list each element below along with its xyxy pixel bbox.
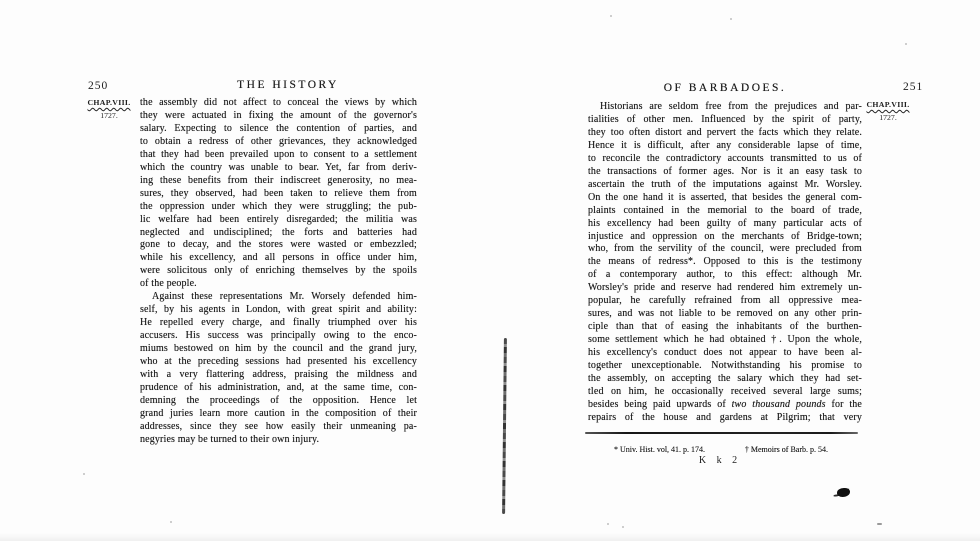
scan-speck xyxy=(622,526,624,528)
text-line: the assembly did not affect to conceal the views by which xyxy=(140,97,417,108)
text-line: with a very flattering address, praising the mildness and xyxy=(140,369,417,381)
text-line: grand juries learn more caution in the composition of their xyxy=(140,407,417,419)
footnotes xyxy=(614,445,828,454)
text-line: Historians are seldom free from the prejudices and par- xyxy=(600,101,862,112)
scan-speck xyxy=(877,523,882,525)
text-line: He repelled every charge, and finally triumphed over his xyxy=(140,317,417,329)
text-line: neglected and undisciplined; the forts and batteries had xyxy=(140,226,417,238)
text-line: were solicitous only of enriching themselves by the spoils xyxy=(140,265,417,277)
text-line: miums bestowed on him by the council and the grand jury, xyxy=(140,343,417,355)
scan-speck xyxy=(905,43,907,45)
text-line: the transactions of former ages. Nor is it an easy task to xyxy=(588,165,862,177)
text-line: which the country was unable to bear. Yet, far from deriv- xyxy=(140,161,417,173)
signature-mark: K k 2 xyxy=(698,455,742,466)
scan-speck xyxy=(83,473,85,475)
right-year-label: 1727. xyxy=(879,113,897,122)
text-line: tialities of other men. Influenced by the spirit of party, xyxy=(588,113,862,125)
text-line: of the people. xyxy=(140,278,197,290)
gutter-shadow xyxy=(502,338,507,514)
text-line: repairs of the house and gardens at Pilgrim; that very xyxy=(588,411,862,423)
scan-speck xyxy=(170,521,172,523)
right-page-number: 251 xyxy=(903,81,924,93)
text-line: to obtain a redress of other grievances, they acknowledged xyxy=(140,135,417,147)
text-line: addresses, since they see how easily their unmeaning pa- xyxy=(140,420,417,432)
text-line: gone to decay, and the stores were wasted or embezzled; xyxy=(140,239,417,251)
right-page-text xyxy=(588,101,862,425)
text-line: ing these benefits from their indiscreet generosity, no mea- xyxy=(140,174,417,186)
text-line: ascertain the truth of the imputations against Mr. Worsley. xyxy=(588,178,862,190)
text-line: tled on him, he occasionally received several large sums; xyxy=(588,385,862,397)
text-line: besides being paid upwards of two thousand pounds for the xyxy=(588,398,862,410)
text-line: they too often distort and pervert the facts which they relate. xyxy=(588,126,862,138)
footnote-rule xyxy=(585,432,858,434)
text-line: some settlement which he had obtained †. Upon the whole, xyxy=(588,334,862,346)
left-running-head: THE HISTORY xyxy=(237,79,339,91)
right-margin-note xyxy=(862,100,914,122)
footnote-asterisk: * Univ. Hist. vol, 41. p. 174. xyxy=(614,445,706,454)
text-line: plaints contained in the memorial to the board of trade, xyxy=(588,204,862,216)
left-year-label: 1727. xyxy=(100,111,118,120)
left-page-text xyxy=(140,97,417,447)
text-line: lic welfare had been entirely disregarded; the militia was xyxy=(140,213,417,225)
text-line: Hence it is difficult, after any considerable lapse of time, xyxy=(588,139,862,151)
right-chapter-label: CHAP.VIII. xyxy=(866,100,910,109)
text-line: demning the proceedings of the opposition. Hence let xyxy=(140,394,417,406)
text-line: to reconcile the contradictory accounts transmitted to us of xyxy=(588,152,862,164)
left-chapter-label: CHAP.VIII. xyxy=(87,98,131,107)
text-line: accusers. His success was principally owing to the enco- xyxy=(140,330,417,342)
text-line: who, from the servility of the council, were precluded from xyxy=(588,243,862,255)
footnote-dagger: † Memoirs of Barb. p. 54. xyxy=(744,445,828,454)
text-line: sures, they observed, had been taken to relieve them from xyxy=(140,187,417,199)
text-line: the assembly, on accepting the salary which they had set- xyxy=(588,373,862,385)
scan-speck xyxy=(607,523,609,525)
ink-smudge xyxy=(837,488,850,497)
text-line: popular, he carefully refrained from all oppressive mea- xyxy=(588,295,862,307)
text-line: injustice and oppression on the merchants of Bridge-town; xyxy=(588,230,862,242)
text-line: they were actuated in fixing the amount of the governor's xyxy=(140,109,417,121)
text-line: that they had been prevailed upon to consent to a settlement xyxy=(140,148,417,160)
left-margin-note xyxy=(80,98,138,120)
scan-edge-shadow xyxy=(0,533,980,541)
text-line: his excellency had been guilty of many particular acts of xyxy=(588,217,862,229)
text-line: prudence of his administration, and, at the same time, con- xyxy=(140,381,417,393)
text-line: salary. Expecting to silence the contention of parties, and xyxy=(140,122,417,134)
text-line: Worsley's pride and reserve had rendered him extremely un- xyxy=(588,282,862,294)
text-line: his excellency's conduct does not appear to have been al- xyxy=(588,347,862,359)
scan-speck xyxy=(610,15,612,17)
left-page-number: 250 xyxy=(88,80,109,92)
text-line: together unexceptionable. Notwithstanding his promise to xyxy=(588,360,862,372)
text-line: the means of redress*. Opposed to this is the testimony xyxy=(588,256,862,268)
text-line: the oppression under which they were struggling; the pub- xyxy=(140,200,417,212)
right-running-head: OF BARBADOES. xyxy=(663,82,787,94)
text-line: Against these representations Mr. Worsely defended him- xyxy=(152,291,417,303)
text-line: while his excellency, and all persons in office under him, xyxy=(140,252,417,264)
text-line: self, by his agents in London, with great spirit and ability: xyxy=(140,304,417,316)
text-line: ciple than that of easing the inhabitants of the burthen- xyxy=(588,321,862,333)
scan-speck xyxy=(730,18,732,20)
text-line: sures, and was not liable to be removed on any other prin- xyxy=(588,308,862,320)
text-line: of a contemporary author, to this effect: although Mr. xyxy=(588,269,862,281)
text-line: who at the preceding sessions had presented his excellency xyxy=(140,356,417,368)
text-line: negyries may be turned to their own injury. xyxy=(140,433,320,445)
text-line: On the one hand it is asserted, that besides the general com- xyxy=(588,191,862,203)
